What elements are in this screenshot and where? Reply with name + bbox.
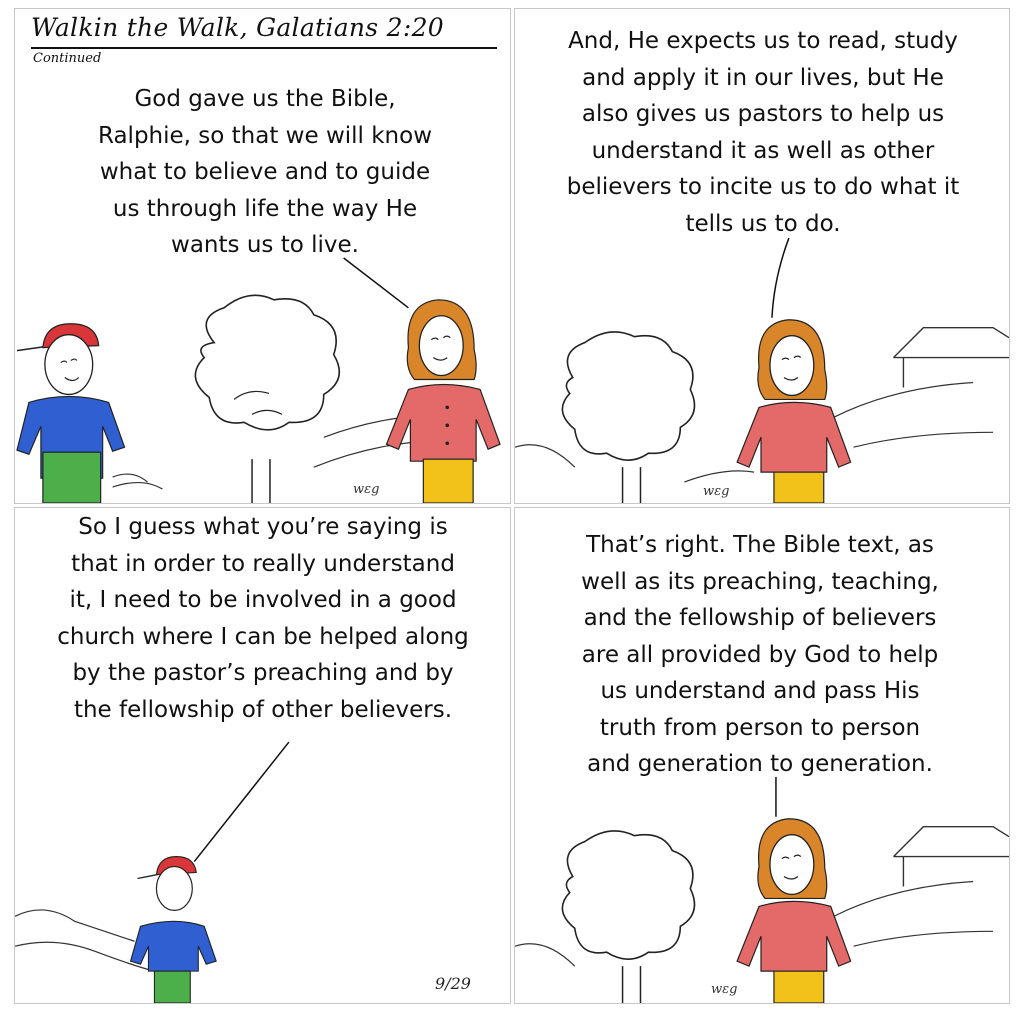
tree-icon [562, 332, 694, 503]
speech-tail [194, 742, 289, 862]
house-icon [893, 328, 1009, 388]
speech-tail [344, 258, 409, 308]
comic-subtitle: Continued [33, 51, 102, 66]
comic-panel-2 [514, 8, 1010, 504]
title-underline [31, 47, 497, 49]
house-icon [893, 827, 1009, 887]
artist-signature: wεg [703, 484, 730, 499]
speech-text-panel-1: God gave us the Bible, Ralphie, so that we will know what to believe and to guide us through life the way He wants us to live. [97, 86, 433, 258]
comic-panel-1 [14, 8, 511, 504]
hill-lines [15, 910, 154, 971]
tree-icon [562, 831, 694, 1003]
comic-panel-4 [514, 507, 1010, 1004]
woman-character [737, 320, 851, 503]
speech-tail [772, 238, 789, 318]
hill-lines [515, 881, 993, 966]
comic-panel-3 [14, 507, 511, 1004]
artist-signature: wεg [353, 482, 380, 497]
woman-character [737, 819, 851, 1003]
hill-lines [113, 417, 414, 489]
speech-text-panel-4: That’s right. The Bible text, as well as its preaching, teaching, and the fellowship of believers are all provided by God to help us understand and pass His truth from person to person and generation to generation. [581, 532, 939, 777]
woman-character [386, 300, 500, 503]
hill-lines [515, 382, 993, 482]
speech-text-panel-3: So I guess what you’re saying is that in order to really understand it, I need to be involved in a good church where I can be helped along by the pastor’s preaching and by the fellowship of other believers. [57, 514, 469, 723]
speech-text-panel-2: And, He expects us to read, study and apply it in our lives, but He also gives us pastors to help us understand it as well as other believers to incite us to do what it tells us to do. [566, 28, 960, 237]
boy-character [17, 324, 125, 503]
date-stamp: 9/29 [435, 974, 471, 993]
boy-character [131, 857, 217, 1003]
comic-title: Walkin the Walk, Galatians 2:20 [31, 13, 445, 42]
tree-icon [195, 295, 339, 503]
artist-signature: wεg [711, 982, 738, 997]
